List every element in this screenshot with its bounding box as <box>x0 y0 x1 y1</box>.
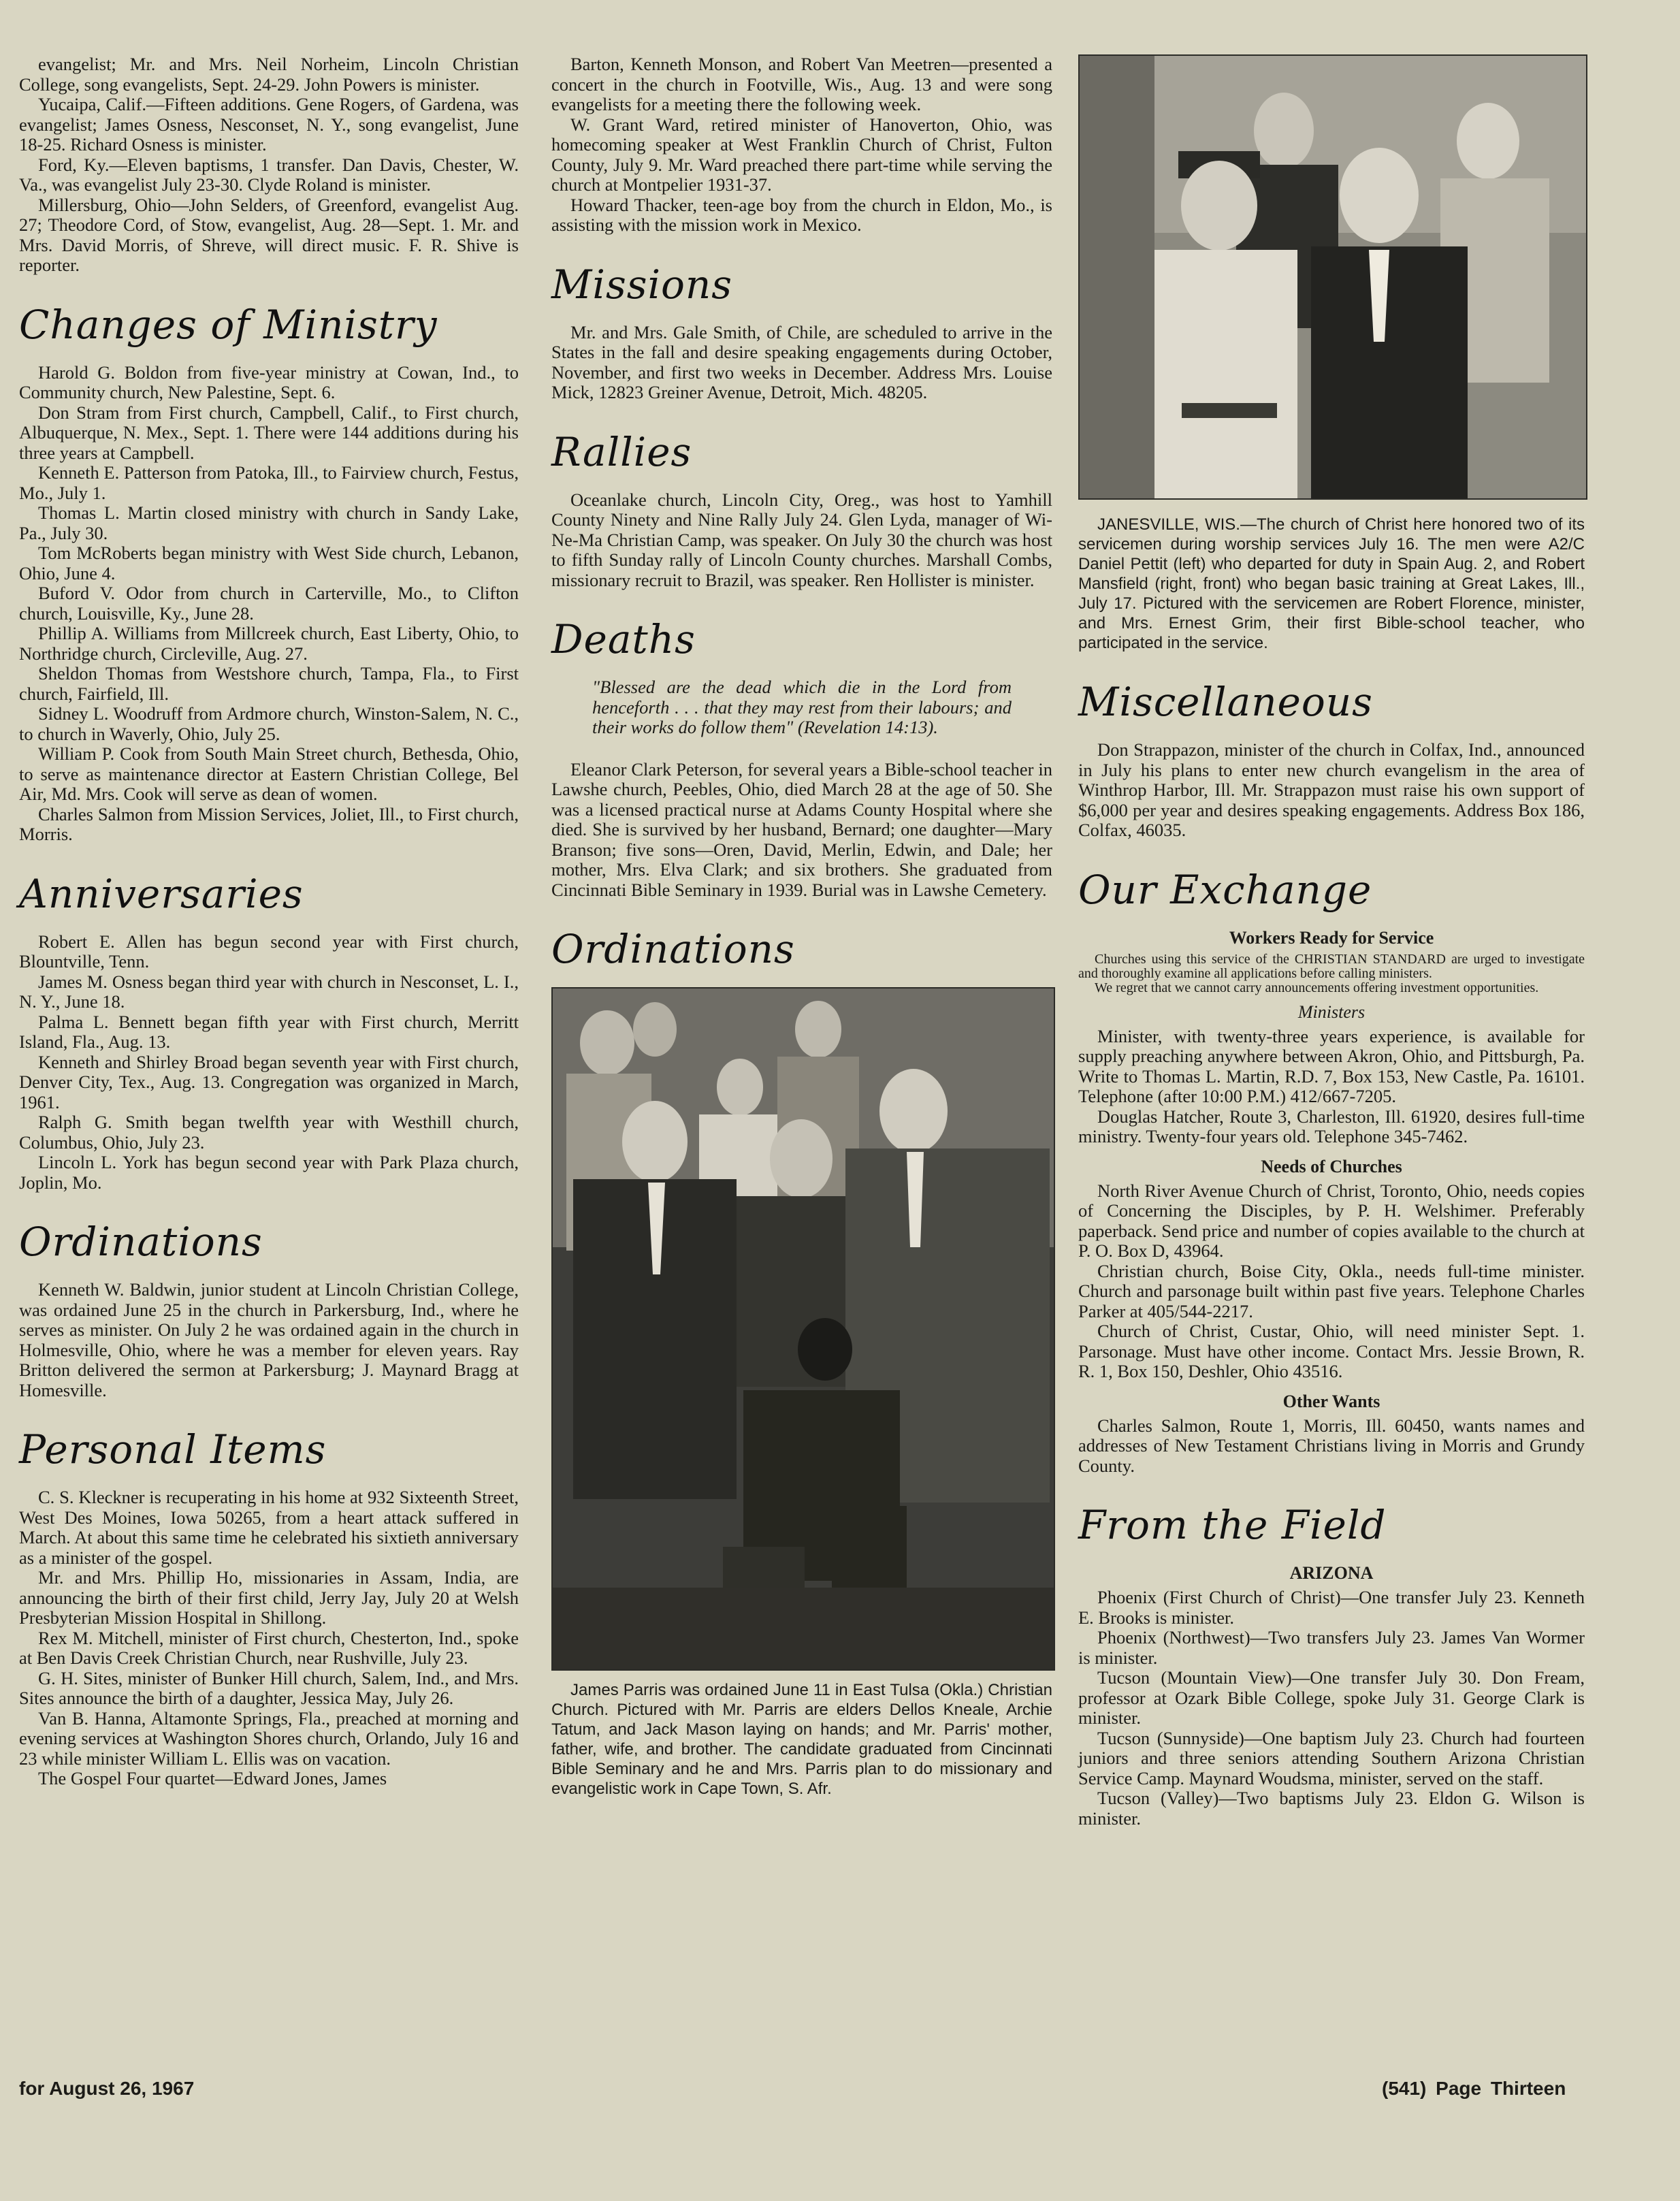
notice-text: We regret that we cannot carry announcements offering investment opportunities. <box>1095 980 1539 995</box>
servicemen-photo <box>1078 54 1587 500</box>
column-1 <box>19 54 519 1789</box>
paragraph: Minister, with twenty-three years experience, is available for supply preaching anywhere between Akron, Ohio, and Pittsburgh, Pa. Write to Thomas L. Martin, R.D. 7, Box 153, New Castle, Pa. 16101. Telephone (after 10:00 P.M.) 412/667-7205. <box>1078 1025 1585 1106</box>
paragraph: Tucson (Sunnyside)—One baptism July 23. Church had fourteen juniors and three seniors attending Southern Arizona Christian Service Camp. Maynard Woudsma, minister, served on the staff. <box>1078 1727 1585 1788</box>
paragraph: Christian church, Boise City, Okla., needs full-time minister. Church and parsonage built within past five years. Telephone Charles Parker at 405/544-2217. <box>1078 1260 1585 1321</box>
paragraph: Rex M. Mitchell, minister of First church, Chesterton, Ind., spoke at Ben Davis Creek Christian Church, near Rushville, July 23. <box>19 1627 519 1668</box>
paragraph: Phillip A. Williams from Millcreek church, East Liberty, Ohio, to Northridge church, Circleville, Aug. 27. <box>19 623 519 664</box>
paragraph: Phoenix (First Church of Christ)—One transfer July 23. Kenneth E. Brooks is minister. <box>1078 1587 1585 1628</box>
paragraph: Sheldon Thomas from Westshore church, Tampa, Fla., to First church, Fairfield, Ill. <box>19 663 519 704</box>
paragraph: Douglas Hatcher, Route 3, Charleston, Ill. 61920, desires full-time ministry. Twenty-four years old. Telephone 345-7462. <box>1078 1106 1585 1146</box>
paragraph: Don Strappazon, minister of the church in Colfax, Ind., announced in July his plans to enter new church evangelism in the area of Winthrop Harbor, Ill. Mr. Strappazon must raise his own support of $6,000 per year and desires speaking engagements. Address Box 186, Colfax, 46035. <box>1078 739 1585 840</box>
paragraph: Van B. Hanna, Altamonte Springs, Fla., preached at morning and evening services at Washington Shores church, Orlando, July 16 and 23 while minister William L. Ellis was on vacation. <box>19 1707 519 1769</box>
section-heading-personal-items: Personal Items <box>19 1426 327 1473</box>
paragraph: Barton, Kenneth Monson, and Robert Van Meetren—presented a concert in the church in Footville, Wis., Aug. 13 and were song evangelists for a meeting there the following week. <box>551 54 1052 114</box>
paragraph: Ford, Ky.—Eleven baptisms, 1 transfer. Dan Davis, Chester, W. Va., was evangelist July 23-30. Clyde Roland is minister. <box>19 154 519 195</box>
paragraph: Charles Salmon, Route 1, Morris, Ill. 60450, wants names and addresses of New Testament Christians living in Morris and Grundy County. <box>1078 1415 1585 1476</box>
section-heading-miscellaneous: Miscellaneous <box>1078 679 1373 725</box>
paragraph: Lincoln L. York has begun second year with Park Plaza church, Joplin, Mo. <box>19 1152 519 1193</box>
paragraph: North River Avenue Church of Christ, Toronto, Ohio, needs copies of Concerning the Disciples, by P. H. Welshimer. Preferably paperback. Send price and number of copies available to the church at P. O. Box D, 43964. <box>1078 1180 1585 1261</box>
section-heading-ordinations: Ordinations <box>19 1219 263 1265</box>
section-heading-rallies: Rallies <box>551 428 692 475</box>
paragraph: Mr. and Mrs. Phillip Ho, missionaries in Assam, India, are announcing the birth of their first child, Jerry Jay, July 20 at Welsh Presbyterian Mission Hospital in Shillong. <box>19 1567 519 1628</box>
paragraph: Ralph G. Smith began twelfth year with Westhill church, Columbus, Ohio, July 23. <box>19 1112 519 1153</box>
paragraph: Mr. and Mrs. Gale Smith, of Chile, are scheduled to arrive in the States in the fall and desire speaking engagements during October, November, and first two weeks in December. Address Mrs. Louise Mick, 12823 Greiner Avenue, Detroit, Mich. 48205. <box>551 321 1052 402</box>
paragraph: Phoenix (Northwest)—Two transfers July 23. James Van Wormer is minister. <box>1078 1627 1585 1668</box>
servicemen-photo-illustration <box>1080 56 1586 498</box>
paragraph: Kenneth W. Baldwin, junior student at Lincoln Christian College, was ordained June 25 in the church in Parkersburg, Ind., where he serves as minister. On July 2 he was ordained again in the church in Holmesville, Ohio, where he was a member for eleven years. Ray Britton delivered the sermon at Parkersburg; J. Maynard Bragg at Homesville. <box>19 1279 519 1400</box>
paragraph: James M. Osness began third year with church in Nesconset, L. I., N. Y., June 18. <box>19 971 519 1012</box>
subheading-workers-ready: Workers Ready for Service <box>1229 927 1434 948</box>
ordination-photo-caption: James Parris was ordained June 11 in East Tulsa (Okla.) Christian Church. Pictured with Mr. Parris are elders Dellos Kneale, Archie Tatum, and Jack Mason laying on hands; and Mr. Parris' mother, father, wife, and brother. The candidate graduated from Cincinnati Bible Seminary and he and Mrs. Parris plan to do missionary and evangelistic work in Cape Town, S. Afr. <box>551 1681 1052 1798</box>
subheading-arizona: ARIZONA <box>1289 1563 1374 1583</box>
paragraph: William P. Cook from South Main Street church, Bethesda, Ohio, to serve as maintenance director at Eastern Christian College, Bel Air, Md. Mrs. Cook will serve as dean of women. <box>19 743 519 804</box>
paragraph: Howard Thacker, teen-age boy from the church in Eldon, Mo., is assisting with the mission work in Mexico. <box>551 194 1052 235</box>
footer-page-number: (541) Page Thirteen <box>1382 2078 1566 2099</box>
paragraph: Buford V. Odor from church in Carterville, Mo., to Clifton church, Louisville, Ky., June 28. <box>19 583 519 624</box>
paragraph: Eleanor Clark Peterson, for several years a Bible-school teacher in Lawshe church, Peebles, Ohio, died March 28 at the age of 50. She was a licensed practical nurse at Adams County Hospital where she died. She is survived by her husband, Bernard; one daughter—Mary Branson; five sons—Oren, David, Merlin, Edwin, and Dale; her mother, Mrs. Elva Clark; and six brothers. She graduated from Cincinnati Bible Seminary in 1939. Burial was in Lawshe Cemetery. <box>551 758 1052 900</box>
section-heading-anniversaries: Anniversaries <box>19 870 304 917</box>
paragraph: Kenneth and Shirley Broad began seventh year with First church, Denver City, Tex., Aug. 13. Congregation was organized in March, 1961. <box>19 1051 519 1112</box>
paragraph: G. H. Sites, minister of Bunker Hill church, Salem, Ind., and Mrs. Sites announce the birth of a daughter, Jessica May, July 26. <box>19 1667 519 1708</box>
subheading-ministers: Ministers <box>1297 1001 1366 1022</box>
paragraph: Yucaipa, Calif.—Fifteen additions. Gene Rogers, of Gardena, was evangelist; James Osness, Nesconset, N. Y., song evangelist, June 18-25. Richard Osness is minister. <box>19 94 519 155</box>
ordination-photo <box>551 987 1055 1671</box>
scripture-quote: "Blessed are the dead which die in the Lord from henceforth . . . that they may rest from their labours; and their works do follow them" (Revelation 14:13). <box>592 677 1012 737</box>
paragraph: Oceanlake church, Lincoln City, Oreg., was host to Yamhill County Ninety and Nine Rally July 24. Glen Lyda, manager of Wi-Ne-Ma Christian Camp, was speaker. On July 30 the church was host to fifth Sunday rally of Lincoln County churches. Marshall Combs, missionary recruit to Brazil, was speaker. Ren Hollister is minister. <box>551 489 1052 590</box>
section-heading-our-exchange: Our Exchange <box>1078 866 1372 913</box>
paragraph: Sidney L. Woodruff from Ardmore church, Winston-Salem, N. C., to church in Waverly, Ohio, July 25. <box>19 703 519 744</box>
paragraph: Don Stram from First church, Campbell, Calif., to First church, Albuquerque, N. Mex., Sept. 1. There were 144 additions during his three years at Campbell. <box>19 402 519 463</box>
section-heading-from-the-field: From the Field <box>1078 1502 1387 1548</box>
column-2 <box>551 54 1052 1799</box>
paragraph: Kenneth E. Patterson from Patoka, Ill., to Fairview church, Festus, Mo., July 1. <box>19 462 519 503</box>
paragraph: Tucson (Mountain View)—One transfer July 30. Don Fream, professor at Ozark Bible College, spoke July 31. George Clark is minister. <box>1078 1667 1585 1728</box>
servicemen-photo-caption: JANESVILLE, WIS.—The church of Christ here honored two of its servicemen during worship services July 16. The men were A2/C Daniel Pettit (left) who departed for duty in Spain Aug. 2, and Robert Mansfield (right, front) who began basic training at Great Lakes, Ill., July 17. Pictured with the servicemen are Robert Florence, minister, and Mrs. Ernest Grim, their first Bible-school teacher, who participated in the service. <box>1078 515 1585 652</box>
paragraph: Harold G. Boldon from five-year ministry at Cowan, Ind., to Community church, New Palestine, Sept. 6. <box>19 362 519 402</box>
paragraph: The Gospel Four quartet—Edward Jones, James <box>38 1768 387 1788</box>
footer-issue-date: for August 26, 1967 <box>19 2078 195 2099</box>
paragraph: Tom McRoberts began ministry with West Side church, Lebanon, Ohio, June 4. <box>19 543 519 583</box>
paragraph: Robert E. Allen has begun second year with First church, Blountville, Tenn. <box>19 931 519 971</box>
subheading-other-wants: Other Wants <box>1282 1391 1380 1411</box>
paragraph: Charles Salmon from Mission Services, Joliet, Ill., to First church, Morris. <box>19 803 519 844</box>
column-3 <box>1078 54 1585 1829</box>
paragraph: Tucson (Valley)—Two baptisms July 23. Eldon G. Wilson is minister. <box>1078 1788 1585 1829</box>
subheading-needs-of-churches: Needs of Churches <box>1261 1156 1402 1176</box>
paragraph: Church of Christ, Custar, Ohio, will need minister Sept. 1. Parsonage. Must have other income. Contact Mrs. Jessie Brown, R. R. 1, Box 150, Deshler, Ohio 43516. <box>1078 1321 1585 1381</box>
paragraph: Thomas L. Martin closed ministry with church in Sandy Lake, Pa., July 30. <box>19 502 519 543</box>
paragraph: Palma L. Bennett began fifth year with First church, Merritt Island, Fla., Aug. 13. <box>19 1011 519 1052</box>
section-heading-missions: Missions <box>551 261 733 308</box>
section-heading-deaths: Deaths <box>551 616 696 662</box>
paragraph: W. Grant Ward, retired minister of Hanoverton, Ohio, was homecoming speaker at West Franklin Church of Christ, Fulton County, July 9. Mr. Ward preached there part-time while serving the church at Montpelier 1931-37. <box>551 114 1052 195</box>
paragraph: evangelist; Mr. and Mrs. Neil Norheim, Lincoln Christian College, song evangelists, Sept. 24-29. John Powers is minister. <box>19 54 519 95</box>
paragraph: Millersburg, Ohio—John Selders, of Greenford, evangelist Aug. 27; Theodore Cord, of Stow, evangelist, Aug. 28—Sept. 1. Mr. and Mrs. David Morris, of Shreve, will direct music. F. R. Shive is reporter. <box>19 194 519 275</box>
notice-text: Churches using this service of the CHRISTIAN STANDARD are urged to investigate and thoroughly examine all applications before calling ministers. <box>1078 951 1585 981</box>
section-heading-changes-of-ministry: Changes of Ministry <box>19 301 438 348</box>
section-heading-ordinations: Ordinations <box>551 926 795 972</box>
paragraph: C. S. Kleckner is recuperating in his home at 932 Sixteenth Street, West Des Moines, Iowa 50265, from a heart attack suffered in March. At about this same time he celebrated his sixtieth anniversary as a minister of the gospel. <box>19 1487 519 1568</box>
ordination-photo-illustration <box>553 989 1054 1669</box>
